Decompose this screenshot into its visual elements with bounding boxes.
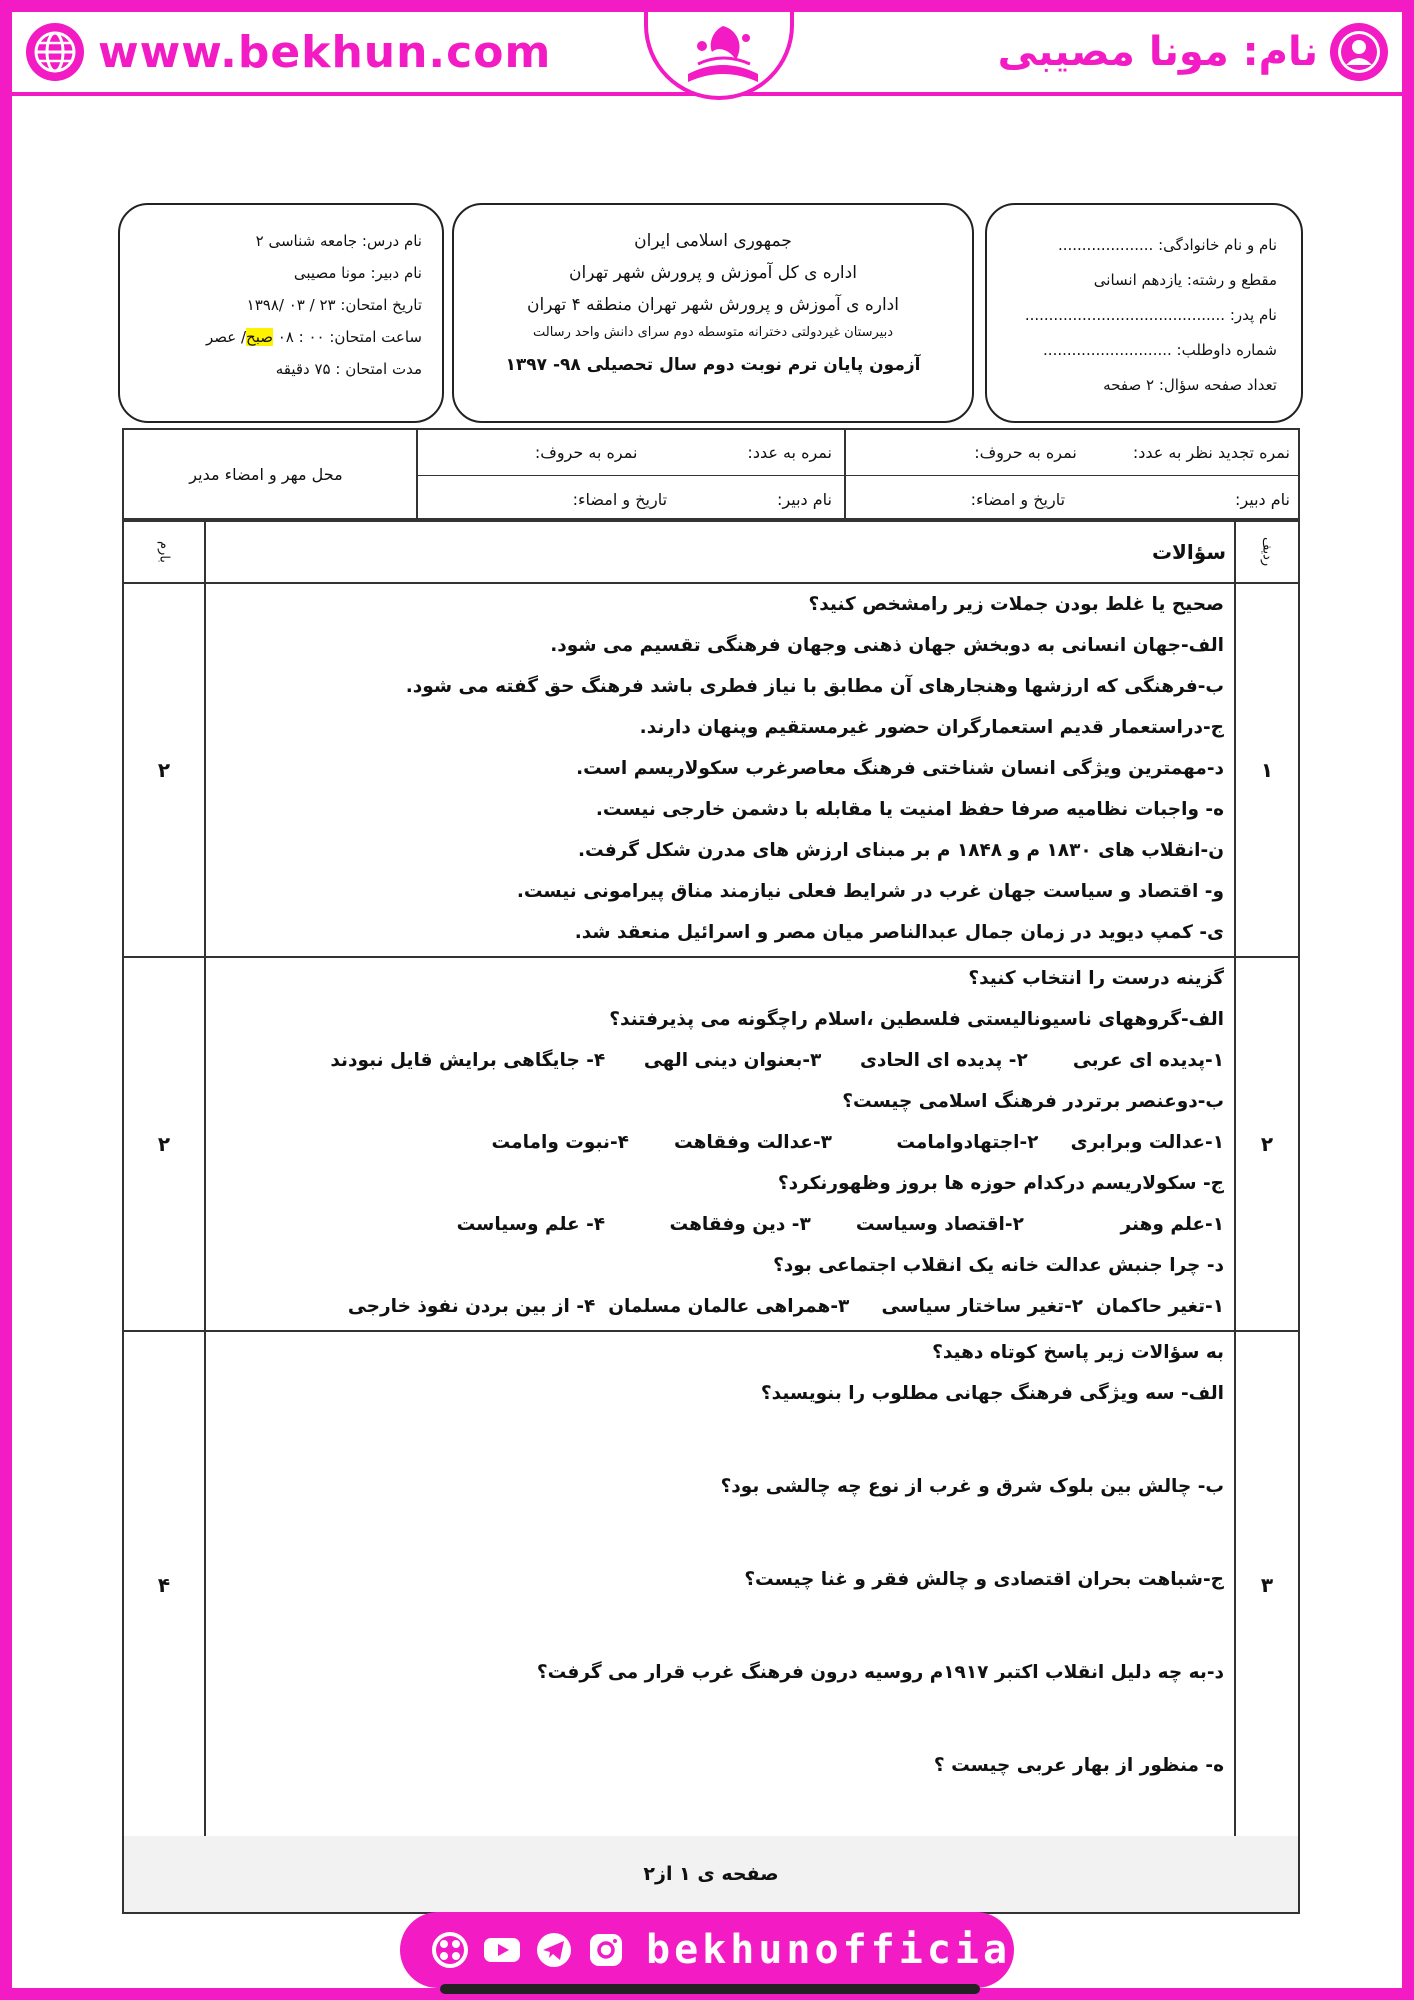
questions-table [122, 520, 1300, 1914]
time-highlight: صبح [246, 328, 273, 346]
telegram-icon[interactable] [534, 1930, 574, 1970]
time-prefix: ساعت امتحان: ۰۰ : ۰۸ [272, 328, 422, 346]
teacher-cell-2 [416, 476, 844, 522]
globe-icon [26, 23, 84, 81]
question-2-body [216, 958, 1224, 1327]
question-line: و- اقتصاد و سیاست جهان غرب در شرایط فعلی نیازمند مناق پیرامونی نیست. [516, 881, 1224, 902]
question-score: ۲ [157, 758, 171, 782]
question-line: ب- چالش بین بلوک شرق و غرب از نوع چه چالشی بود؟ [720, 1476, 1224, 1497]
book-logo-icon [678, 16, 768, 94]
radif-header: ردیف [1259, 537, 1275, 567]
question-line: الف-جهان انسانی به دوبخش جهان ذهنی وجهان فرهنگی تقسیم می شود. [550, 635, 1224, 656]
num-label: نمره به عدد: [747, 443, 832, 462]
teacher-cell-1 [844, 476, 1298, 522]
question-3-body [216, 1332, 1224, 1798]
aparat-icon[interactable] [430, 1930, 470, 1970]
question-line: ه- واجبات نظامیه صرفا حفظ امنیت یا مقابله با دشمن خارجی نیست. [595, 799, 1224, 820]
page-number: صفحه ی ۱ از۲ [124, 1836, 1298, 1912]
school-info-box [452, 203, 974, 423]
teacher2-label: نام دبیر: [777, 489, 832, 509]
question-line: صحیح یا غلط بودن جملات زیر رامشخص کنید؟ [808, 594, 1224, 615]
question-line: د-به چه دلیل انقلاب اکتبر ۱۹۱۷م روسیه درون فرهنگ غرب قرار می گرفت؟ [536, 1662, 1224, 1683]
family-field: نام و نام خانوادگی: .................... [1057, 236, 1277, 254]
teacher1-label: نام دبیر: [1235, 489, 1290, 509]
social-bar-shadow [440, 1984, 980, 1994]
revision-num-label: نمره تجدید نظر به عدد: [1132, 443, 1290, 462]
questions-header: سؤالات [1151, 540, 1226, 564]
question-line: گزینه درست را انتخاب کنید؟ [968, 968, 1224, 989]
brand-logo [644, 12, 794, 100]
country-line: جمهوری اسلامی ایران [634, 231, 792, 251]
question-score: ۲ [157, 1132, 171, 1156]
question-line: الف- سه ویژگی فرهنگ جهانی مطلوب را بنویسید؟ [760, 1383, 1224, 1404]
user-icon [1330, 23, 1388, 81]
grades-table [122, 428, 1300, 520]
words-label: نمره به حروف: [534, 443, 638, 462]
candidate-field: شماره داوطلب: ........................... [1043, 341, 1277, 359]
website-text: www.bekhun.com [98, 26, 552, 78]
question-line: ب-دوعنصر برتردر فرهنگ اسلامی چیست؟ [842, 1091, 1224, 1112]
top-banner [12, 12, 1402, 96]
option-line: ۱-پدیده ای عربی ۲- پدیده ای الحادی ۳-بعنوان دینی الهی ۴- جایگاهی برایش قایل نبودند [330, 1050, 1224, 1071]
question-number: ۱ [1260, 758, 1274, 782]
time-suffix: / عصر [205, 328, 247, 346]
question-1-body [216, 584, 1224, 953]
subject-field: نام درس: جامعه شناسی ۲ [255, 232, 422, 250]
name-label: نام: مونا مصیبی [997, 29, 1318, 75]
question-line: ه- منظور از بهار عربی چیست ؟ [933, 1755, 1224, 1776]
question-line: ج-دراستعمار قدیم استعمارگران حضور غیرمستقیم وپنهان دارند. [639, 717, 1224, 738]
student-name-header [998, 22, 1388, 82]
district-line: اداره ی آموزش و پرورش شهر تهران منطقه ۴ تهران [527, 295, 899, 315]
question-line: ی- کمپ دیوید در زمان جمال عبدالناصر میان مصر و اسرائیل منعقد شد. [574, 922, 1224, 943]
exam-info-box [118, 203, 444, 423]
principal-seal-cell [124, 430, 408, 518]
pages-field: تعداد صفحه سؤال: ۲ صفحه [1103, 376, 1277, 394]
youtube-icon[interactable] [482, 1930, 522, 1970]
question-line: ب-فرهنگی که ارزشها وهنجارهای آن مطابق با نیاز فطری باشد فرهنگ حق گفته می شود. [405, 676, 1224, 697]
sign1-label: تاریخ و امضاء: [970, 489, 1066, 509]
office-line: اداره ی کل آموزش و پرورش شهر تهران [569, 263, 857, 283]
exam-title: آزمون پایان ترم نوبت دوم سال تحصیلی ۹۸- ۱۳۹۷ [505, 355, 921, 375]
duration-field: مدت امتحان : ۷۵ دقیقه [275, 360, 422, 378]
seal-label: محل مهر و امضاء مدیر [189, 464, 343, 484]
teacher-field: نام دبیر: مونا مصیبی [293, 264, 422, 282]
question-line: د- چرا جنبش عدالت خانه یک انقلاب اجتماعی بود؟ [773, 1255, 1224, 1276]
option-line: ۱-تغیر حاکمان ۲-تغیر ساختار سیاسی ۳-همراهی عالمان مسلمان ۴- از بین بردن نفوذ خارجی [347, 1296, 1224, 1317]
revision-words-label: نمره به حروف: [974, 443, 1077, 462]
question-line: الف-گروههای ناسیونالیستی فلسطین ،اسلام راچگونه می پذیرفتند؟ [609, 1009, 1224, 1030]
father-field: نام پدر: .......................................... [1024, 306, 1277, 324]
score-header: بارم [156, 541, 172, 563]
school-line: دبیرستان غیردولتی دخترانه متوسطه دوم سرای دانش واحد رسالت [533, 325, 893, 340]
question-line: به سؤالات زیر پاسخ کوتاه دهید؟ [932, 1342, 1224, 1363]
time-field [138, 323, 422, 355]
option-line: ۱-عدالت وبرابری ۲-اجتهادوامامت ۳-عدالت وفقاهت ۴-نبوت وامامت [491, 1132, 1224, 1153]
grade-cell [416, 430, 844, 476]
social-bar[interactable] [400, 1912, 1040, 1988]
website-link[interactable] [26, 22, 551, 82]
question-line: ج- سکولاریسم درکدام حوزه ها بروز وظهورنکرد؟ [777, 1173, 1224, 1194]
question-line: ج-شباهت بحران اقتصادی و چالش فقر و غنا چیست؟ [744, 1569, 1224, 1590]
option-line: ۱-علم وهنر ۲-اقتصاد وسیاست ۳- دین وفقاهت ۴- علم وسیاست [456, 1214, 1224, 1235]
instagram-icon[interactable] [586, 1930, 626, 1970]
question-line: د-مهمترین ویژگی انسان شناختی فرهنگ معاصرغرب سکولاریسم است. [576, 758, 1224, 779]
question-line: ن-انقلاب های ۱۸۳۰ م و ۱۸۴۸ م بر مبنای ارزش های مدرن شکل گرفت. [578, 840, 1224, 861]
question-number: ۲ [1260, 1132, 1274, 1156]
sign2-label: تاریخ و امضاء: [572, 489, 668, 509]
question-number: ۳ [1260, 1573, 1274, 1597]
grade-field: مقطع و رشته: یازدهم انسانی [1093, 271, 1277, 289]
revision-cell [844, 430, 1298, 476]
question-score: ۴ [157, 1573, 171, 1597]
date-field: تاریخ امتحان: ۲۳ / ۰۳ /۱۳۹۸ [246, 296, 422, 314]
score-divider [204, 522, 206, 1838]
student-info-box [985, 203, 1303, 423]
social-handle: bekhunofficial [646, 1927, 1040, 1973]
